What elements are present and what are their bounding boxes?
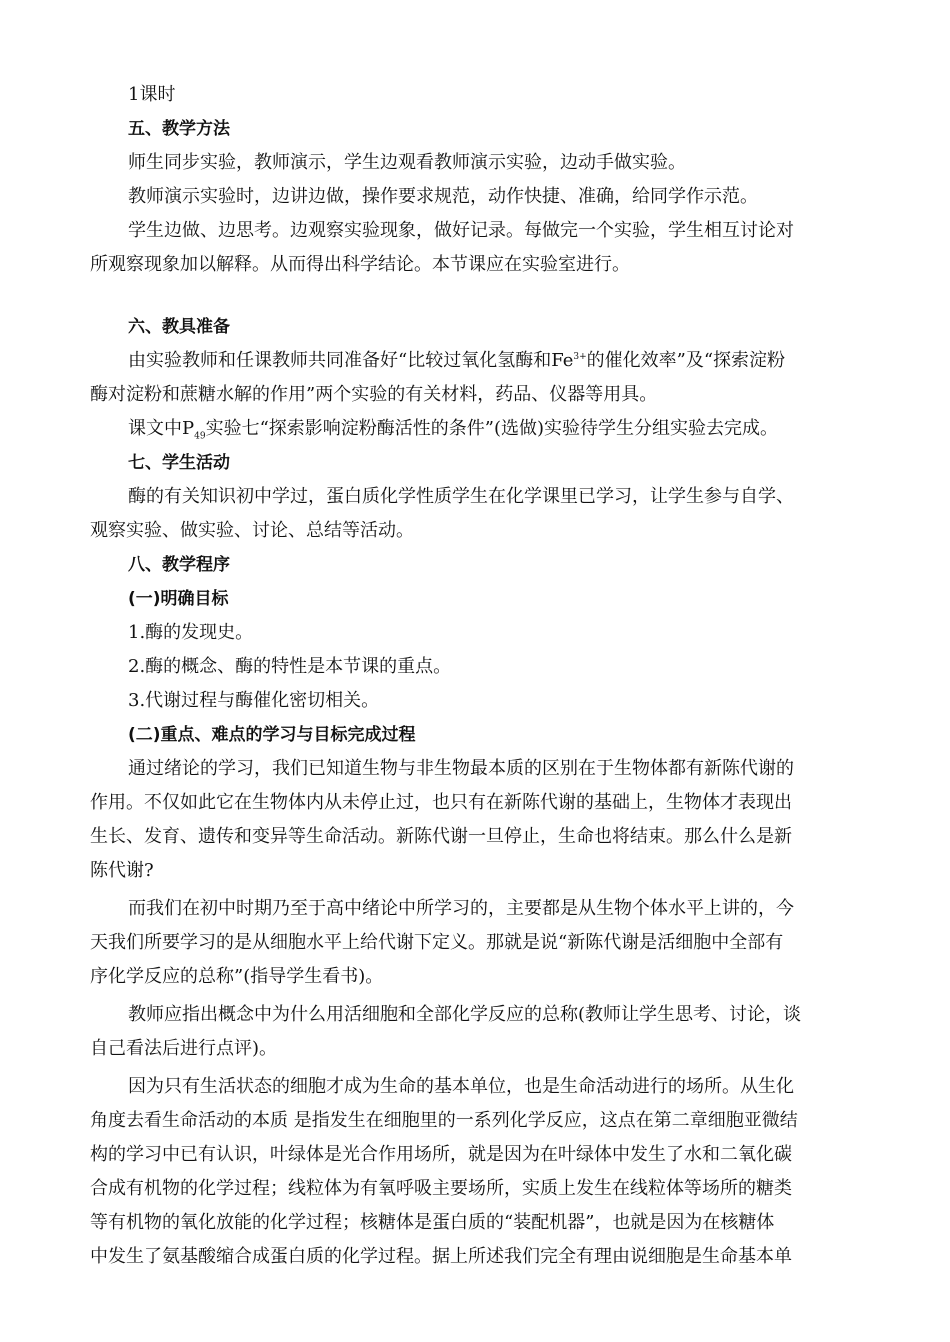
paragraph-line: 学生边做、边思考。边观察实验现象，做好记录。每做完一个实验，学生相互讨论对 bbox=[128, 220, 794, 241]
section-7-heading: 七、学生活动 bbox=[128, 453, 230, 473]
text-run: 由实验教师和任课教师共同准备好“比较过氧化氢酶和Fe bbox=[128, 350, 574, 371]
document-body bbox=[90, 78, 862, 1274]
paragraph-line: 生长、发育、遗传和变异等生命活动。新陈代谢一旦停止，生命也将结束。那么什么是新 bbox=[90, 826, 792, 847]
subsection-2-heading: (二)重点、难点的学习与目标完成过程 bbox=[128, 725, 416, 745]
paragraph-line: 天我们所要学习的是从细胞水平上给代谢下定义。那就是说“新陈代谢是活细胞中全部有 bbox=[90, 932, 784, 953]
section-5-heading: 五、教学方法 bbox=[128, 119, 230, 139]
paragraph-line: 酶的有关知识初中学过，蛋白质化学性质学生在化学课里已学习，让学生参与自学、 bbox=[128, 486, 794, 507]
paragraph-line: 陈代谢? bbox=[90, 860, 154, 881]
paragraph-line: 因为只有生活状态的细胞才成为生命的基本单位，也是生命活动进行的场所。从生化 bbox=[128, 1076, 794, 1097]
section-5-paragraph-2: 教师演示实验时，边讲边做，操作要求规范，动作快捷、准确，给同学作示范。 bbox=[128, 186, 758, 207]
section-7-paragraph-1 bbox=[90, 480, 862, 548]
paragraph-line: 观察实验、做实验、讨论、总结等活动。 bbox=[90, 520, 414, 541]
subscript-page-number: 49 bbox=[194, 431, 206, 442]
body-paragraph-d bbox=[90, 1070, 862, 1274]
section-8-heading: 八、教学程序 bbox=[128, 555, 230, 575]
body-paragraph-a bbox=[90, 752, 862, 888]
section-spacer bbox=[90, 282, 862, 310]
text-run: 实验七“探索影响淀粉酶活性的条件”(选做)实验待学生分组实验去完成。 bbox=[205, 418, 779, 439]
paragraph-line: 所观察现象加以解释。从而得出科学结论。本节课应在实验室进行。 bbox=[90, 254, 630, 275]
subsection-1-heading: (一)明确目标 bbox=[128, 589, 229, 609]
text-run: 的催化效率”及“探索淀粉 bbox=[586, 350, 786, 371]
section-6-heading: 六、教具准备 bbox=[128, 317, 230, 337]
paragraph-line: 而我们在初中时期乃至于高中绪论中所学习的，主要都是从生物个体水平上讲的，今 bbox=[128, 898, 794, 919]
body-paragraph-b bbox=[90, 892, 862, 994]
text-run: 课文中P bbox=[128, 418, 195, 439]
section-6-paragraph-2 bbox=[90, 412, 862, 446]
paragraph-line: 通过绪论的学习，我们已知道生物与非生物最本质的区别在于生物体都有新陈代谢的 bbox=[128, 758, 794, 779]
goal-item-2: 2.酶的概念、酶的特性是本节课的重点。 bbox=[128, 656, 452, 677]
section-6-paragraph-1 bbox=[90, 344, 862, 412]
paragraph-line: 角度去看生命活动的本质 是指发生在细胞里的一系列化学反应，这点在第二章细胞亚微结 bbox=[90, 1110, 798, 1131]
paragraph-line bbox=[90, 344, 862, 378]
superscript-charge: 3+ bbox=[573, 352, 587, 362]
paragraph-line: 中发生了氨基酸缩合成蛋白质的化学过程。据上所述我们完全有理由说细胞是生命基本单 bbox=[90, 1246, 792, 1267]
goal-item-1: 1.酶的发现史。 bbox=[128, 622, 254, 643]
paragraph-line: 作用。不仅如此它在生物体内从未停止过，也只有在新陈代谢的基础上，生物体才表现出 bbox=[90, 792, 792, 813]
goal-item-3: 3.代谢过程与酶催化密切相关。 bbox=[128, 690, 380, 711]
section-5-paragraph-3 bbox=[90, 214, 862, 282]
paragraph-line: 序化学反应的总称”(指导学生看书)。 bbox=[90, 966, 384, 987]
paragraph-line: 构的学习中已有认识，叶绿体是光合作用场所，就是因为在叶绿体中发生了水和二氧化碳 bbox=[90, 1144, 792, 1165]
body-paragraph-c bbox=[90, 998, 862, 1066]
paragraph-line: 合成有机物的化学过程；线粒体为有氧呼吸主要场所，实质上发生在线粒体等场所的糖类 bbox=[90, 1178, 792, 1199]
paragraph-line: 酶对淀粉和蔗糖水解的作用”两个实验的有关材料，药品、仪器等用具。 bbox=[90, 384, 658, 405]
paragraph-line: 自己看法后进行点评)。 bbox=[90, 1038, 278, 1059]
section-5-paragraph-1: 师生同步实验，教师演示，学生边观看教师演示实验，边动手做实验。 bbox=[128, 152, 686, 173]
class-hours-text: 1课时 bbox=[128, 84, 176, 105]
paragraph-line: 教师应指出概念中为什么用活细胞和全部化学反应的总称(教师让学生思考、讨论，谈 bbox=[128, 1004, 802, 1025]
paragraph-line: 等有机物的氧化放能的化学过程；核糖体是蛋白质的“装配机器”，也就是因为在核糖体 bbox=[90, 1212, 775, 1233]
